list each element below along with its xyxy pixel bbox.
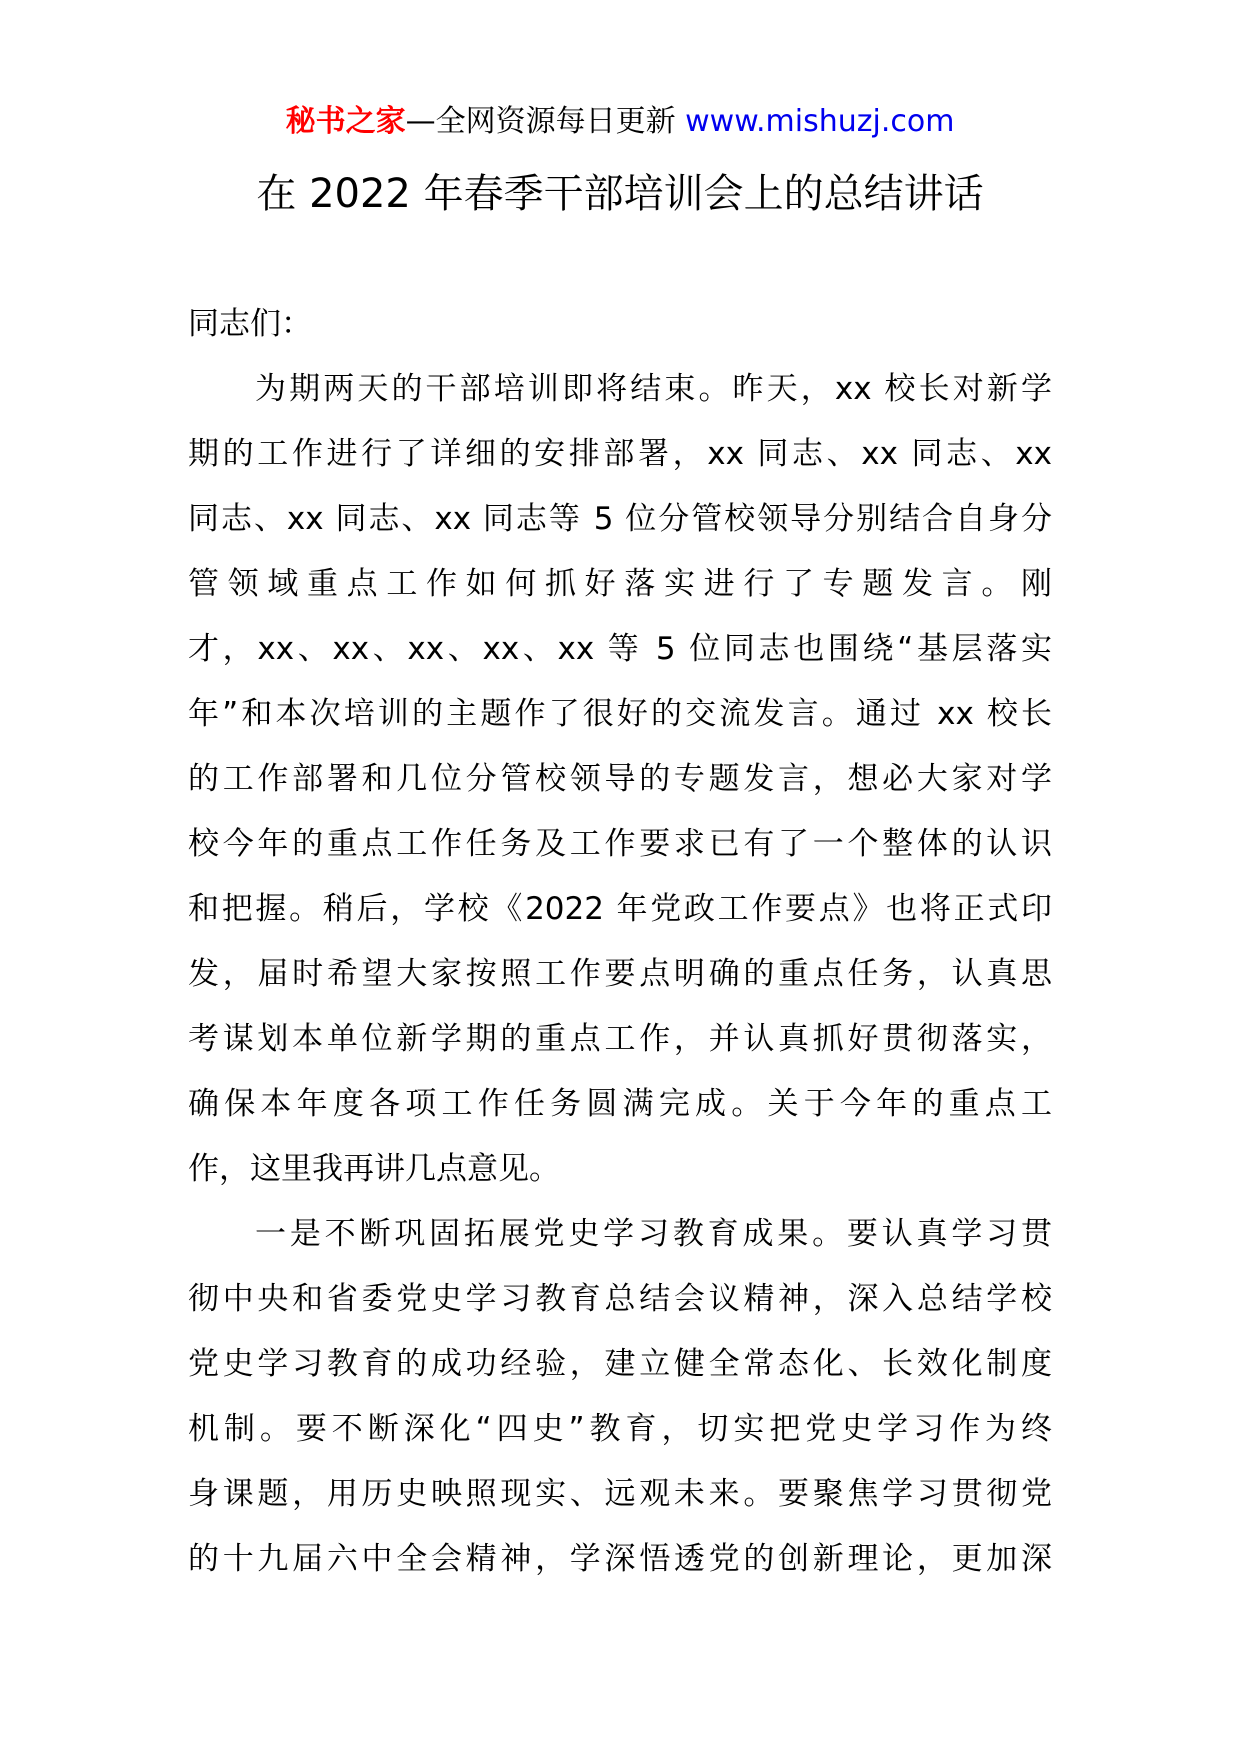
paragraph-line: 同志、xx 同志、xx 同志等 5 位分管校领导分别结合自身分 xyxy=(188,501,1052,537)
paragraph-line: 机制。要不断深化“四史”教育，切实把党史学习作为终 xyxy=(188,1411,1052,1447)
paragraph-line: 作，这里我再讲几点意见。 xyxy=(188,1151,560,1187)
document-body xyxy=(188,292,1052,1592)
paragraph-line: 年”和本次培训的主题作了很好的交流发言。通过 xx 校长 xyxy=(188,696,1052,732)
paragraph-line: 校今年的重点工作任务及工作要求已有了一个整体的认识 xyxy=(188,826,1052,862)
site-header xyxy=(0,102,1240,142)
paragraph-line: 党史学习教育的成功经验，建立健全常态化、长效化制度 xyxy=(188,1346,1052,1382)
paragraph-line: 身课题，用历史映照现实、远观未来。要聚焦学习贯彻党 xyxy=(188,1476,1052,1512)
site-url-link[interactable]: www.mishuzj.com xyxy=(685,104,955,139)
paragraph-line: 期的工作进行了详细的安排部署，xx 同志、xx 同志、xx xyxy=(188,436,1052,472)
paragraph-line: 和把握。稍后，学校《2022 年党政工作要点》也将正式印 xyxy=(188,891,1052,927)
site-tagline: —全网资源每日更新 xyxy=(405,104,686,139)
paragraph-line: 确保本年度各项工作任务圆满完成。关于今年的重点工 xyxy=(188,1086,1052,1122)
paragraph-line: 才，xx、xx、xx、xx、xx 等 5 位同志也围绕“基层落实 xyxy=(188,631,1052,667)
site-brand: 秘书之家 xyxy=(285,104,406,139)
paragraph-line: 的工作部署和几位分管校领导的专题发言，想必大家对学 xyxy=(188,761,1052,797)
paragraph-line: 管领域重点工作如何抓好落实进行了专题发言。刚 xyxy=(188,566,1052,602)
paragraph-line: 一是不断巩固拓展党史学习教育成果。要认真学习贯 xyxy=(255,1216,1052,1252)
salutation: 同志们： xyxy=(188,306,312,342)
document-title: 在 2022 年春季干部培训会上的总结讲话 xyxy=(256,171,984,217)
paragraph-line: 发，届时希望大家按照工作要点明确的重点任务，认真思 xyxy=(188,956,1052,992)
paragraph-line: 为期两天的干部培训即将结束。昨天，xx 校长对新学 xyxy=(255,371,1052,407)
paragraph-line: 的十九届六中全会精神，学深悟透党的创新理论，更加深 xyxy=(188,1541,1052,1577)
paragraph-line: 考谋划本单位新学期的重点工作，并认真抓好贯彻落实， xyxy=(188,1021,1052,1057)
paragraph-line: 彻中央和省委党史学习教育总结会议精神，深入总结学校 xyxy=(188,1281,1052,1317)
